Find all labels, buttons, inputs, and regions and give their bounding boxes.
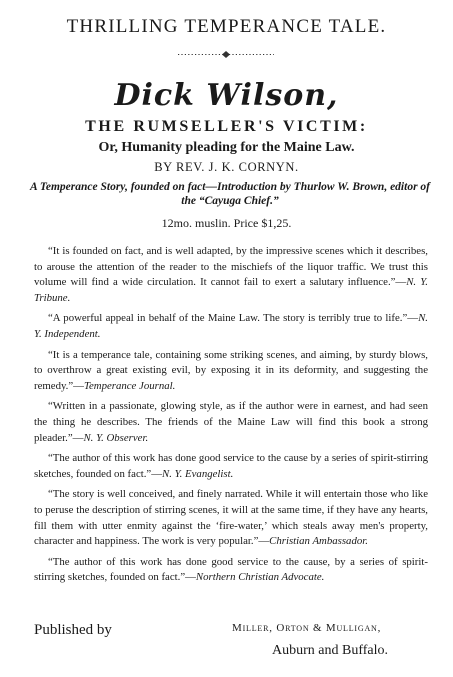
review-text: “A powerful appeal in behalf of the Maine Law. The story is terribly true to life.”— <box>48 312 419 325</box>
review-source: N. Y. Tribune. <box>34 276 428 304</box>
review-text: “It is a temperance tale, containing some striking scenes, and aiming, by sturdy blows, to overthrow a great existing evil, by exposing it in its deformity, and suggesting the remedy.”— <box>34 348 428 392</box>
review-text: “It is founded on fact, and is well adapted, by the impressive scenes which it describes, to arouse the attention of the reader to the mischiefs of the liquor traffic. We trust this volume will find a wide circulation. It cannot fail to exert a salutary influence.”— <box>34 245 428 289</box>
page-heading: THRILLING TEMPERANCE TALE. <box>66 16 387 37</box>
reviews-list <box>34 244 428 591</box>
review-source: N. Y. Independent. <box>34 312 428 340</box>
review-text: “The author of this work has done good service to the cause, by a series of spirit-stirring sketches, founded on fact.”— <box>34 555 428 584</box>
review-item <box>34 451 428 482</box>
review-source: N. Y. Evangelist. <box>162 467 234 480</box>
review-item <box>34 311 428 342</box>
review-source: Temperance Journal. <box>83 379 176 392</box>
review-item <box>34 555 428 586</box>
book-title: Dick Wilson, <box>114 78 339 113</box>
book-subtitle: THE RUMSELLER'S VICTIM: <box>85 118 368 135</box>
book-tagline: Or, Humanity pleading for the Maine Law. <box>98 140 355 155</box>
review-source: Northern Christian Advocate. <box>195 571 325 584</box>
review-item <box>34 399 428 446</box>
review-item <box>34 348 428 395</box>
review-source: N. Y. Observer. <box>83 431 149 444</box>
dotted-rule-ornament-icon <box>176 50 276 59</box>
publisher-name: Miller, Orton & Mulligan, <box>232 622 382 634</box>
review-text: “The author of this work has done good service to the cause by a series of spirit-stirring sketches, founded on fact.”— <box>34 452 428 480</box>
review-item <box>34 487 428 549</box>
published-by-label: Published by <box>34 622 112 638</box>
review-source: Christian Ambassador. <box>269 535 368 548</box>
book-author: BY REV. J. K. CORNYN. <box>154 160 299 174</box>
book-description: A Temperance Story, founded on fact—Introduction by Thurlow W. Brown, editor of the “Cayuga Chief.” <box>30 181 430 207</box>
review-text: “Written in a passionate, glowing style, as if the author were in earnest, and had seen the thing he describes. The friends of the Maine Law will find this book a strong pleader.”— <box>34 400 428 444</box>
review-text: “The story is well conceived, and finely narrated. While it will entertain those who like to peruse the description of stirring scenes, it will at the same time, if they have any hearts, fill them with utter enmity against the ‘fire-water,’ which steals away men's property, character and happiness. The work is very popular.”— <box>34 488 428 548</box>
book-price: 12mo. muslin. Price $1,25. <box>161 216 292 230</box>
publisher-place: Auburn and Buffalo. <box>272 643 388 658</box>
review-item <box>34 244 428 306</box>
